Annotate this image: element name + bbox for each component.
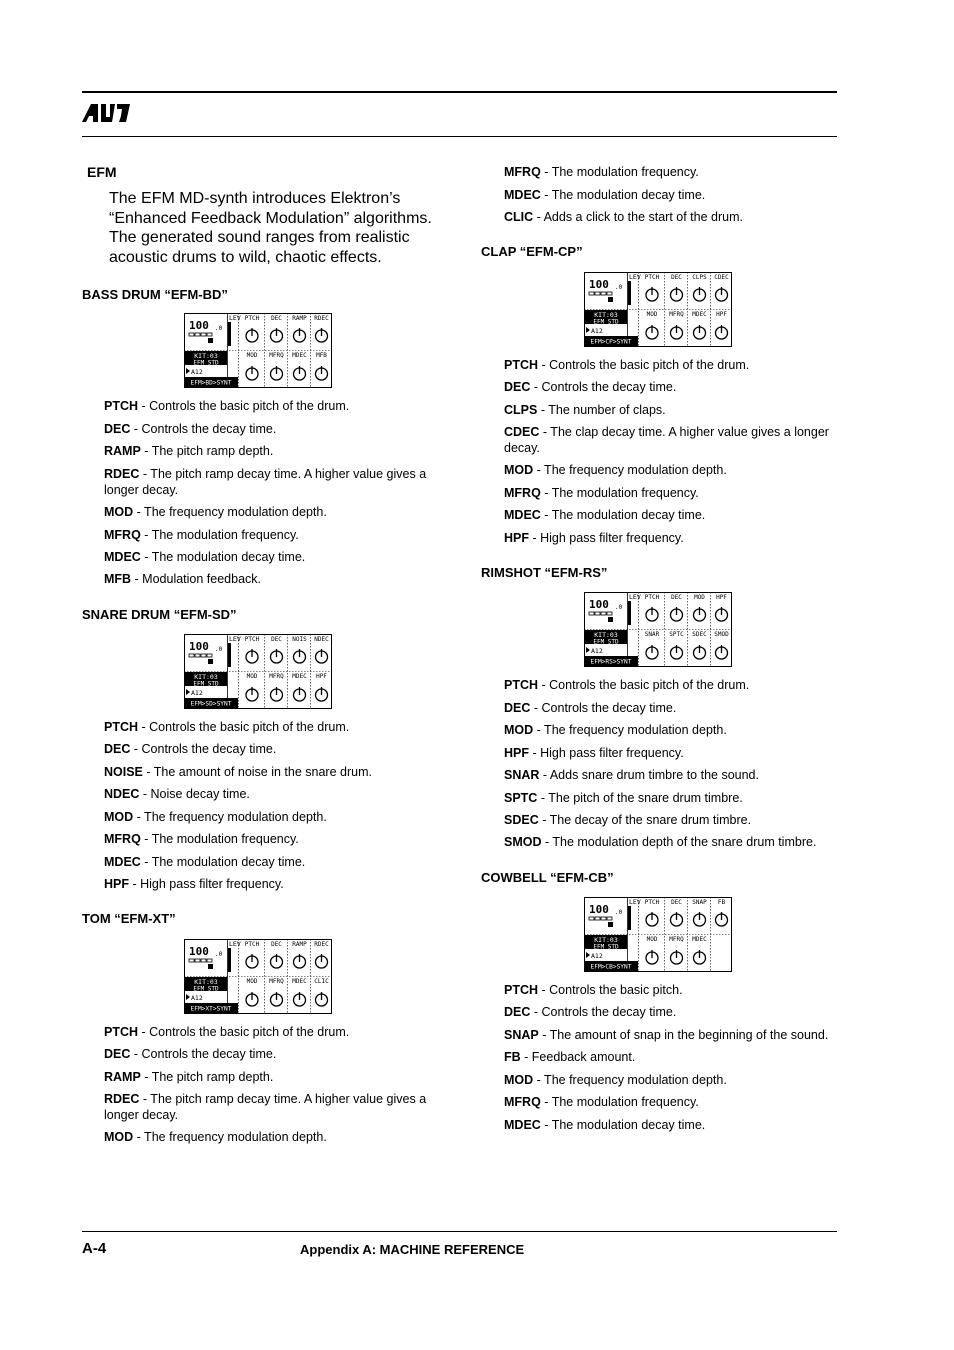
- screen-param-top: HPF: [716, 594, 727, 601]
- svg-text:.0: .0: [615, 909, 623, 916]
- screen-param-top: DEC: [671, 594, 682, 601]
- param-name: RDEC: [104, 467, 140, 481]
- section-title-cp: CLAP “EFM-CP”: [481, 244, 583, 259]
- screen-level: 100: [589, 903, 609, 916]
- param-name: PTCH: [104, 720, 139, 734]
- param-description: [504, 357, 844, 373]
- param-name: NOISE: [104, 765, 143, 779]
- param-text: - The modulation frequency.: [540, 1095, 699, 1109]
- param-description: [104, 741, 444, 757]
- efm-intro: The EFM MD-synth introduces Elektron’s “Enhanced Feedback Modulation” algorithms. The generated sound ranges from realistic acoustic drums to wild, chaotic effects.: [109, 190, 432, 266]
- screen-lev-label: LEV: [229, 635, 241, 643]
- param-description: [104, 504, 444, 520]
- param-name: CLPS: [504, 403, 538, 417]
- param-name: PTCH: [104, 399, 139, 413]
- screen-level: 100: [589, 278, 609, 291]
- param-text: - The frequency modulation depth.: [533, 1073, 727, 1087]
- param-name: SPTC: [504, 791, 538, 805]
- param-description: [104, 786, 444, 802]
- screen-kit-name: EFM STD: [193, 359, 219, 367]
- screen-param-bottom: SNAR: [644, 631, 660, 638]
- svg-text:.0: .0: [215, 325, 223, 332]
- param-text: - Controls the basic pitch of the drum.: [138, 399, 350, 413]
- param-text: - The pitch ramp depth.: [140, 1070, 274, 1084]
- param-text: - The pitch ramp decay time. A higher value gives a longer decay.: [104, 1092, 427, 1122]
- screen-param-top: PTCH: [644, 274, 660, 281]
- param-description: [504, 1094, 844, 1110]
- param-description: [104, 809, 444, 825]
- param-name: DEC: [104, 1047, 131, 1061]
- param-name: DEC: [504, 1005, 531, 1019]
- param-description: [104, 1046, 444, 1062]
- param-name: DEC: [104, 742, 131, 756]
- screen-param-bottom: MDEC: [292, 978, 307, 985]
- param-name: MFRQ: [504, 1095, 541, 1109]
- param-description: [504, 834, 844, 850]
- param-name: DEC: [504, 380, 531, 394]
- screen-kit-name: EFM STD: [593, 318, 619, 326]
- param-name: RDEC: [104, 1092, 140, 1106]
- param-name: DEC: [104, 422, 131, 436]
- param-text: - The modulation frequency.: [540, 486, 699, 500]
- param-description: [104, 571, 444, 587]
- param-description: [504, 722, 844, 738]
- param-description: [504, 379, 844, 395]
- param-description: [104, 1069, 444, 1085]
- param-name: SNAR: [504, 768, 540, 782]
- param-description: [504, 745, 844, 761]
- param-text: - The modulation decay time.: [540, 188, 706, 202]
- param-name: HPF: [104, 877, 129, 891]
- param-name: PTCH: [504, 678, 539, 692]
- param-name: MDEC: [504, 188, 541, 202]
- screen-lev-label: LEV: [229, 314, 241, 322]
- param-description: [104, 398, 444, 414]
- param-description: [504, 700, 844, 716]
- param-text: - The modulation frequency.: [140, 528, 299, 542]
- lcd-screen-sd: [184, 634, 332, 709]
- param-name: FB: [504, 1050, 521, 1064]
- param-text: - The modulation decay time.: [140, 855, 306, 869]
- param-description: [104, 719, 444, 735]
- screen-kit-name: EFM STD: [193, 985, 219, 993]
- param-description: [104, 1091, 444, 1123]
- screen-param-top: PTCH: [644, 899, 660, 906]
- param-text: - The modulation frequency.: [540, 165, 699, 179]
- param-text: - The pitch of the snare drum timbre.: [537, 791, 743, 805]
- param-name: MOD: [104, 505, 134, 519]
- screen-slot: A12: [191, 368, 203, 376]
- screen-param-top: DEC: [671, 274, 682, 281]
- param-description: [504, 485, 844, 501]
- section-title-sd: SNARE DRUM “EFM-SD”: [82, 607, 237, 622]
- screen-param-top: NOIS: [292, 636, 307, 643]
- screen-kit: KIT:03: [194, 673, 218, 681]
- param-text: - Controls the basic pitch of the drum.: [138, 720, 350, 734]
- screen-param-bottom: MFRQ: [269, 673, 284, 680]
- screen-param-bottom: HPF: [316, 673, 327, 680]
- section-title-xt: TOM “EFM-XT”: [82, 911, 176, 926]
- screen-param-top: MOD: [694, 594, 705, 601]
- param-name: MFRQ: [504, 486, 541, 500]
- param-text: - High pass filter frequency.: [129, 877, 284, 891]
- param-name: HPF: [504, 746, 529, 760]
- param-text: - Controls the decay time.: [530, 701, 677, 715]
- param-name: MFB: [104, 572, 132, 586]
- param-text: - The frequency modulation depth.: [533, 723, 727, 737]
- screen-param-bottom: MDEC: [692, 311, 707, 318]
- screen-param-bottom: SPTC: [669, 631, 684, 638]
- param-description: [504, 1117, 844, 1133]
- param-text: - Feedback amount.: [520, 1050, 636, 1064]
- param-description: [104, 549, 444, 565]
- svg-text:.0: .0: [615, 284, 623, 291]
- param-description: [504, 187, 844, 203]
- param-description: [504, 1072, 844, 1088]
- param-text: - High pass filter frequency.: [529, 746, 684, 760]
- param-description: [504, 1049, 844, 1065]
- screen-kit: KIT:03: [194, 978, 218, 986]
- screen-machine: EFM>XT>SYNT: [190, 1005, 232, 1013]
- param-text: - The clap decay time. A higher value gives a longer decay.: [504, 425, 829, 455]
- param-name: MFRQ: [104, 528, 141, 542]
- screen-param-top: RDEC: [314, 315, 329, 322]
- chapter-title: Appendix A: MACHINE REFERENCE: [300, 1242, 525, 1257]
- elektron-logo: [82, 104, 130, 122]
- param-text: - The frequency modulation depth.: [133, 505, 327, 519]
- header-top-rule: [82, 91, 837, 93]
- screen-param-bottom: SMOD: [714, 631, 729, 638]
- screen-param-bottom: MOD: [246, 673, 258, 680]
- param-description: [504, 402, 844, 418]
- screen-slot: A12: [591, 327, 603, 335]
- param-description: [504, 1027, 844, 1043]
- param-name: SMOD: [504, 835, 542, 849]
- param-description: [104, 831, 444, 847]
- param-description: [104, 876, 444, 892]
- screen-param-top: CDEC: [714, 274, 729, 281]
- screen-param-top: PTCH: [244, 636, 260, 643]
- param-description: [504, 1004, 844, 1020]
- param-text: - Controls the basic pitch.: [538, 983, 683, 997]
- screen-kit-name: EFM STD: [593, 943, 619, 951]
- param-name: MOD: [504, 463, 534, 477]
- param-name: SNAP: [504, 1028, 539, 1042]
- section-title-bd: BASS DRUM “EFM-BD”: [82, 287, 228, 302]
- param-name: CLIC: [504, 210, 534, 224]
- param-name: MFRQ: [504, 165, 541, 179]
- param-name: MFRQ: [104, 832, 141, 846]
- footer-rule: [82, 1231, 837, 1232]
- screen-param-bottom: SDEC: [692, 631, 707, 638]
- screen-level: 100: [189, 640, 209, 653]
- param-description: [104, 443, 444, 459]
- screen-param-top: FB: [717, 899, 726, 906]
- param-name: HPF: [504, 531, 529, 545]
- screen-slot: A12: [591, 647, 603, 655]
- param-description: [104, 466, 444, 498]
- screen-param-top: DEC: [671, 899, 682, 906]
- param-description: [104, 1024, 444, 1040]
- svg-text:.0: .0: [215, 646, 223, 653]
- screen-param-top: RAMP: [292, 941, 307, 948]
- param-description: [504, 790, 844, 806]
- param-name: NDEC: [104, 787, 140, 801]
- param-name: MOD: [104, 810, 134, 824]
- screen-param-top: DEC: [271, 636, 282, 643]
- param-name: DEC: [504, 701, 531, 715]
- screen-machine: EFM>CB>SYNT: [590, 963, 632, 971]
- lcd-screen-cp: [584, 272, 732, 347]
- screen-lev-label: LEV: [229, 940, 241, 948]
- screen-slot: A12: [191, 994, 203, 1002]
- param-description: [104, 854, 444, 870]
- param-name: RAMP: [104, 444, 141, 458]
- screen-param-bottom: MOD: [646, 311, 658, 318]
- param-name: MDEC: [504, 508, 541, 522]
- screen-slot: A12: [591, 952, 603, 960]
- param-description: [504, 982, 844, 998]
- param-name: MOD: [504, 1073, 534, 1087]
- screen-param-bottom: MFRQ: [269, 352, 284, 359]
- screen-param-top: SNAP: [692, 899, 707, 906]
- screen-param-top: DEC: [271, 941, 282, 948]
- param-text: - Controls the decay time.: [530, 1005, 677, 1019]
- param-description: [504, 677, 844, 693]
- screen-kit: KIT:03: [194, 352, 218, 360]
- screen-slot: A12: [191, 689, 203, 697]
- param-description: [504, 812, 844, 828]
- screen-level: 100: [189, 319, 209, 332]
- param-description: [504, 507, 844, 523]
- screen-kit: KIT:03: [594, 936, 618, 944]
- screen-param-bottom: MFB: [316, 352, 327, 359]
- screen-param-bottom: MOD: [246, 352, 258, 359]
- screen-param-bottom: MFRQ: [669, 936, 684, 943]
- param-description: [104, 421, 444, 437]
- param-text: - Controls the basic pitch of the drum.: [138, 1025, 350, 1039]
- screen-param-bottom: MDEC: [292, 673, 307, 680]
- param-text: - The modulation frequency.: [140, 832, 299, 846]
- param-text: - Controls the basic pitch of the drum.: [538, 358, 750, 372]
- lcd-screen-cb: [584, 897, 732, 972]
- screen-param-bottom: HPF: [716, 311, 727, 318]
- header-bottom-rule: [82, 136, 837, 137]
- param-name: SDEC: [504, 813, 539, 827]
- screen-machine: EFM>BD>SYNT: [190, 379, 232, 387]
- param-description: [504, 530, 844, 546]
- param-text: - Controls the decay time.: [530, 380, 677, 394]
- screen-machine: EFM>CP>SYNT: [590, 338, 632, 346]
- screen-param-top: DEC: [271, 315, 282, 322]
- screen-lev-label: LEV: [629, 593, 641, 601]
- param-name: PTCH: [504, 983, 539, 997]
- screen-param-bottom: MFRQ: [669, 311, 684, 318]
- screen-param-bottom: MOD: [246, 978, 258, 985]
- efm-title: EFM: [87, 164, 117, 180]
- page-number: A-4: [82, 1240, 107, 1257]
- screen-param-top: PTCH: [244, 315, 260, 322]
- param-name: MDEC: [504, 1118, 541, 1132]
- screen-kit-name: EFM STD: [193, 680, 219, 688]
- param-name: MDEC: [104, 855, 141, 869]
- param-text: - The frequency modulation depth.: [133, 1130, 327, 1144]
- param-text: - The modulation decay time.: [540, 508, 706, 522]
- screen-machine: EFM>SD>SYNT: [190, 700, 232, 708]
- param-text: - Noise decay time.: [139, 787, 250, 801]
- param-text: - The pitch ramp decay time. A higher value gives a longer decay.: [104, 467, 427, 497]
- param-description: [504, 424, 844, 456]
- param-description: [104, 764, 444, 780]
- screen-param-top: PTCH: [244, 941, 260, 948]
- screen-param-bottom: MDEC: [292, 352, 307, 359]
- param-description: [504, 164, 844, 180]
- param-text: - The amount of snap in the beginning of the sound.: [538, 1028, 829, 1042]
- param-description: [504, 462, 844, 478]
- screen-param-top: RDEC: [314, 941, 329, 948]
- param-text: - Controls the decay time.: [130, 422, 277, 436]
- param-name: RAMP: [104, 1070, 141, 1084]
- param-text: - The modulation decay time.: [140, 550, 306, 564]
- param-description: [504, 767, 844, 783]
- param-name: MOD: [504, 723, 534, 737]
- param-text: - The modulation depth of the snare drum timbre.: [541, 835, 817, 849]
- screen-machine: EFM>RS>SYNT: [590, 658, 632, 666]
- screen-lev-label: LEV: [629, 273, 641, 281]
- screen-param-top: NDEC: [314, 636, 329, 643]
- section-title-rs: RIMSHOT “EFM-RS”: [481, 565, 608, 580]
- param-text: - High pass filter frequency.: [529, 531, 684, 545]
- param-text: - Controls the decay time.: [130, 1047, 277, 1061]
- param-description: [104, 527, 444, 543]
- screen-kit: KIT:03: [594, 631, 618, 639]
- param-name: CDEC: [504, 425, 540, 439]
- param-text: - Controls the basic pitch of the drum.: [538, 678, 750, 692]
- param-name: MDEC: [104, 550, 141, 564]
- screen-kit: KIT:03: [594, 311, 618, 319]
- screen-param-top: PTCH: [644, 594, 660, 601]
- lcd-screen-rs: [584, 592, 732, 667]
- screen-lev-label: LEV: [629, 898, 641, 906]
- param-text: - The number of claps.: [537, 403, 666, 417]
- screen-param-bottom: MOD: [646, 936, 658, 943]
- svg-text:.0: .0: [615, 604, 623, 611]
- screen-param-bottom: CLIC: [314, 978, 329, 985]
- param-text: - The decay of the snare drum timbre.: [538, 813, 752, 827]
- param-text: - The pitch ramp depth.: [140, 444, 274, 458]
- param-text: - Adds a click to the start of the drum.: [533, 210, 743, 224]
- param-text: - The frequency modulation depth.: [133, 810, 327, 824]
- section-title-cb: COWBELL “EFM-CB”: [481, 870, 614, 885]
- screen-kit-name: EFM STD: [593, 638, 619, 646]
- param-name: PTCH: [504, 358, 539, 372]
- screen-param-bottom: MDEC: [692, 936, 707, 943]
- screen-param-top: CLPS: [692, 274, 707, 281]
- param-name: MOD: [104, 1130, 134, 1144]
- lcd-screen-xt: [184, 939, 332, 1014]
- param-name: PTCH: [104, 1025, 139, 1039]
- screen-level: 100: [189, 945, 209, 958]
- param-text: - Controls the decay time.: [130, 742, 277, 756]
- param-description: [104, 1129, 444, 1145]
- screen-level: 100: [589, 598, 609, 611]
- param-text: - The amount of noise in the snare drum.: [142, 765, 372, 779]
- param-text: - The modulation decay time.: [540, 1118, 706, 1132]
- param-description: [504, 209, 844, 225]
- lcd-screen-bd: [184, 313, 332, 388]
- param-text: - Modulation feedback.: [131, 572, 262, 586]
- param-text: - The frequency modulation depth.: [533, 463, 727, 477]
- screen-param-bottom: MFRQ: [269, 978, 284, 985]
- screen-param-top: RAMP: [292, 315, 307, 322]
- param-text: - Adds snare drum timbre to the sound.: [539, 768, 759, 782]
- svg-text:.0: .0: [215, 951, 223, 958]
